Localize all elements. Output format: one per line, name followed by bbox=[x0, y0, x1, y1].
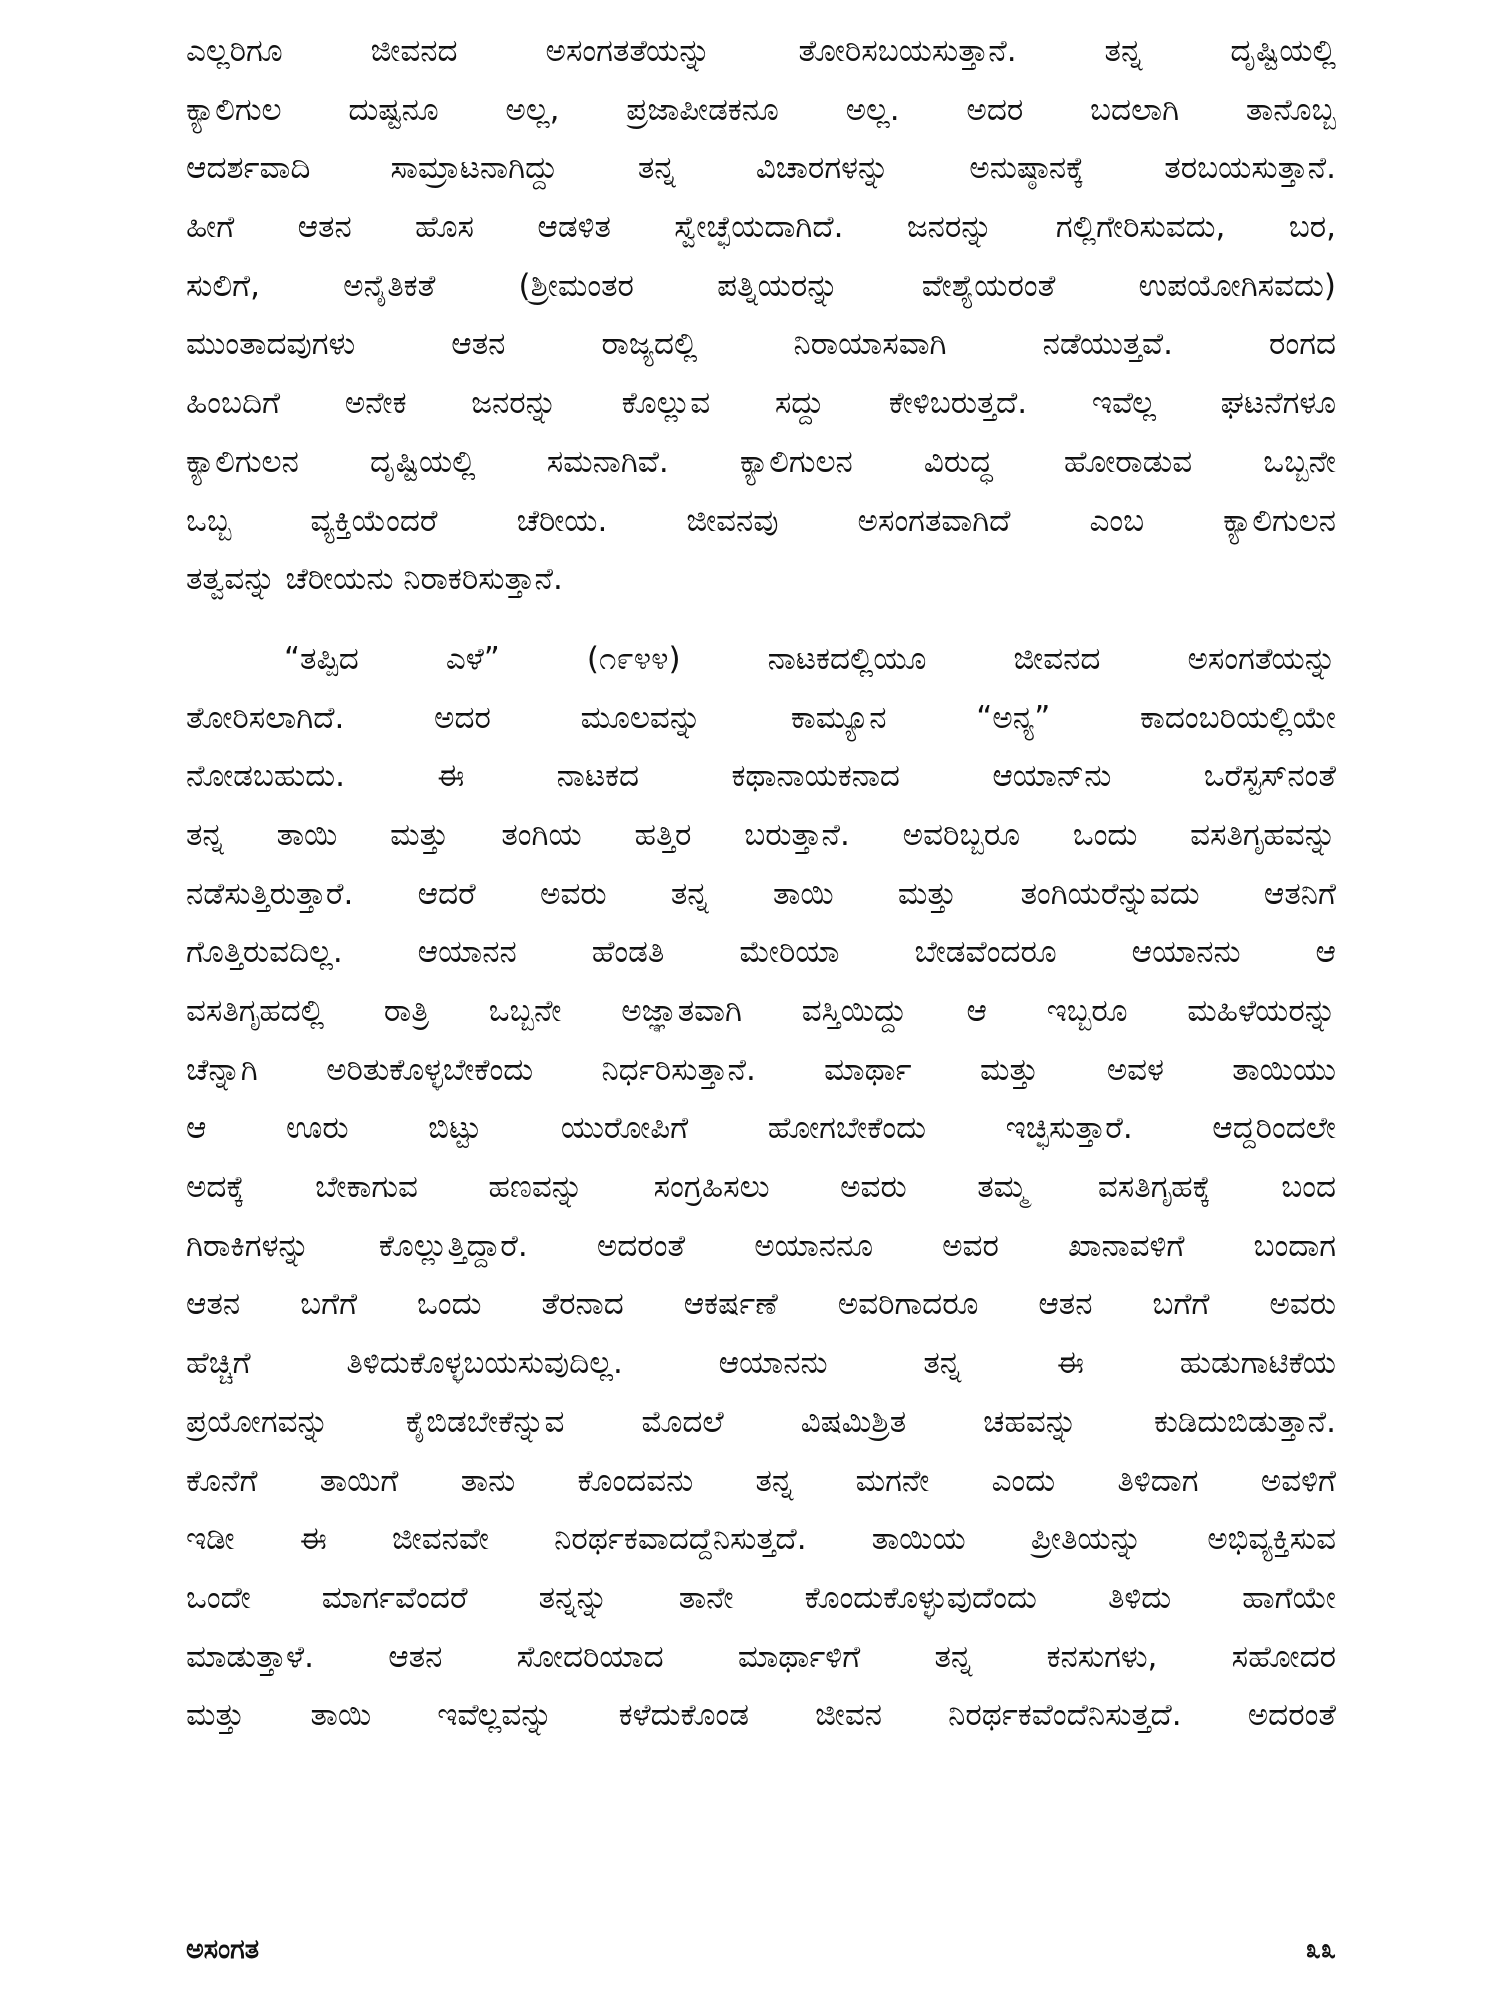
text-line: ನಡೆಸುತ್ತಿರುತ್ತಾರೆ. ಆದರೆ ಅವರು ತನ್ನ ತಾಯಿ ಮತ್ತು ತಂಗಿಯರೆನ್ನುವದು ಆತನಿಗೆ bbox=[186, 875, 1336, 912]
text-line: ಎಲ್ಲರಿಗೂ ಜೀವನದ ಅಸಂಗತತೆಯನ್ನು ತೋರಿಸಬಯಸುತ್ತಾನೆ. ತನ್ನ ದೃಷ್ಟಿಯಲ್ಲಿ bbox=[186, 33, 1336, 69]
page-footer bbox=[186, 1934, 1336, 1974]
text-line: ವಸತಿಗೃಹದಲ್ಲಿ ರಾತ್ರಿ ಒಬ್ಬನೇ ಅಜ್ಞಾತವಾಗಿ ವಸ್ತಿಯಿದ್ದು ಆ ಇಬ್ಬರೂ ಮಹಿಳೆಯರನ್ನು bbox=[186, 993, 1336, 1029]
text-line: ಕ್ಯಾಲಿಗುಲನ ದೃಷ್ಟಿಯಲ್ಲಿ ಸಮನಾಗಿವೆ. ಕ್ಯಾಲಿಗುಲನ ವಿರುದ್ಧ ಹೋರಾಡುವ ಒಬ್ಬನೇ bbox=[186, 443, 1336, 480]
text-line: ಹೆಚ್ಚಿಗೆ ತಿಳಿದುಕೊಳ್ಳಬಯಸುವುದಿಲ್ಲ. ಆಯಾನನು ತನ್ನ ಈ ಹುಡುಗಾಟಿಕೆಯ bbox=[186, 1345, 1336, 1382]
text-line: ಕ್ಯಾಲಿಗುಲ ದುಷ್ಟನೂ ಅಲ್ಲ, ಪ್ರಜಾಪೀಡಕನೂ ಅಲ್ಲ. ಅದರ ಬದಲಾಗಿ ತಾನೊಬ್ಬ bbox=[186, 91, 1336, 128]
text-line: ಆದರ್ಶವಾದಿ ಸಾಮ್ರಾಟನಾಗಿದ್ದು ತನ್ನ ವಿಚಾರಗಳನ್ನು ಅನುಷ್ಠಾನಕ್ಕೆ ತರಬಯಸುತ್ತಾನೆ. bbox=[186, 150, 1336, 187]
text-line: ಮಾಡುತ್ತಾಳೆ. ಆತನ ಸೋದರಿಯಾದ ಮಾರ್ಥಾಳಿಗೆ ತನ್ನ ಕನಸುಗಳು, ಸಹೋದರ bbox=[186, 1638, 1336, 1675]
text-line: ಸುಲಿಗೆ, ಅನೈತಿಕತೆ (ಶ್ರೀಮಂತರ ಪತ್ನಿಯರನ್ನು ವೇಶ್ಯೆಯರಂತೆ ಉಪಯೋಗಿಸವದು) bbox=[186, 267, 1336, 304]
text-line: ಹೀಗೆ ಆತನ ಹೊಸ ಆಡಳಿತ ಸ್ವೇಚ್ಛೆಯದಾಗಿದೆ. ಜನರನ್ನು ಗಲ್ಲಿಗೇರಿಸುವದು, ಬರ, bbox=[186, 209, 1336, 246]
paragraph-2 bbox=[186, 630, 1336, 1745]
running-title: ಅಸಂಗತ bbox=[186, 1934, 260, 1965]
text-line: ನೋಡಬಹುದು. ಈ ನಾಟಕದ ಕಥಾನಾಯಕನಾದ ಆಯಾನ್‌ನು ಒರೆಸ್ಟಸ್‌ನಂತೆ bbox=[186, 758, 1336, 795]
text-line: ಗೊತ್ತಿರುವದಿಲ್ಲ. ಆಯಾನನ ಹೆಂಡತಿ ಮೇರಿಯಾ ಬೇಡವೆಂದರೂ ಆಯಾನನು ಆ bbox=[186, 934, 1336, 971]
text-line: ಚೆನ್ನಾಗಿ ಅರಿತುಕೊಳ್ಳಬೇಕೆಂದು ನಿರ್ಧರಿಸುತ್ತಾನೆ. ಮಾರ್ಥಾ ಮತ್ತು ಅವಳ ತಾಯಿಯು bbox=[186, 1051, 1336, 1088]
text-line: ಇಡೀ ಈ ಜೀವನವೇ ನಿರರ್ಥಕವಾದದ್ದೆನಿಸುತ್ತದೆ. ತಾಯಿಯ ಪ್ರೀತಿಯನ್ನು ಅಭಿವ್ಯಕ್ತಿಸುವ bbox=[186, 1521, 1336, 1558]
page-body bbox=[186, 22, 1336, 1745]
text-line: ತನ್ನ ತಾಯಿ ಮತ್ತು ತಂಗಿಯ ಹತ್ತಿರ ಬರುತ್ತಾನೆ. ಅವರಿಬ್ಬರೂ ಒಂದು ವಸತಿಗೃಹವನ್ನು bbox=[186, 816, 1336, 853]
text-line: ತೋರಿಸಲಾಗಿದೆ. ಅದರ ಮೂಲವನ್ನು ಕಾಮ್ಯೂನ “ಅನ್ಯ” ಕಾದಂಬರಿಯಲ್ಲಿಯೇ bbox=[186, 699, 1336, 736]
text-line: ಅದಕ್ಕೆ ಬೇಕಾಗುವ ಹಣವನ್ನು ಸಂಗ್ರಹಿಸಲು ಅವರು ತಮ್ಮ ವಸತಿಗೃಹಕ್ಕೆ ಬಂದ bbox=[186, 1169, 1336, 1206]
text-line: ಒಂದೇ ಮಾರ್ಗವೆಂದರೆ ತನ್ನನ್ನು ತಾನೇ ಕೊಂದುಕೊಳ್ಳುವುದೆಂದು ತಿಳಿದು ಹಾಗೆಯೇ bbox=[186, 1579, 1336, 1616]
text-line: ಒಬ್ಬ ವ್ಯಕ್ತಿಯೆಂದರೆ ಚೆರೀಯ. ಜೀವನವು ಅಸಂಗತವಾಗಿದೆ ಎಂಬ ಕ್ಯಾಲಿಗುಲನ bbox=[186, 502, 1336, 539]
text-line: ಪ್ರಯೋಗವನ್ನು ಕೈಬಿಡಬೇಕೆನ್ನುವ ಮೊದಲೆ ವಿಷಮಿಶ್ರಿತ ಚಹವನ್ನು ಕುಡಿದುಬಿಡುತ್ತಾನೆ. bbox=[186, 1403, 1336, 1440]
page-number: ೩೩ bbox=[1305, 1934, 1336, 1965]
text-line: ಹಿಂಬದಿಗೆ ಅನೇಕ ಜನರನ್ನು ಕೊಲ್ಲುವ ಸದ್ದು ಕೇಳಿಬರುತ್ತದೆ. ಇವೆಲ್ಲ ಘಟನೆಗಳೂ bbox=[186, 385, 1336, 422]
paragraph-spacer bbox=[186, 609, 1336, 630]
text-line: ಆ ಊರು ಬಿಟ್ಟು ಯುರೋಪಿಗೆ ಹೋಗಬೇಕೆಂದು ಇಚ್ಛಿಸುತ್ತಾರೆ. ಆದ್ದರಿಂದಲೇ bbox=[186, 1110, 1336, 1147]
text-line: ಗಿರಾಕಿಗಳನ್ನು ಕೊಲ್ಲುತ್ತಿದ್ದಾರೆ. ಅದರಂತೆ ಅಯಾನನೂ ಅವರ ಖಾನಾವಳಿಗೆ ಬಂದಾಗ bbox=[186, 1227, 1336, 1264]
text-line: ಆತನ ಬಗೆಗೆ ಒಂದು ತೆರನಾದ ಆಕರ್ಷಣೆ ಅವರಿಗಾದರೂ ಆತನ ಬಗೆಗೆ ಅವರು bbox=[186, 1286, 1336, 1323]
paragraph-1 bbox=[186, 22, 1336, 609]
text-line: ತತ್ವವನ್ನು ಚೆರೀಯನು ನಿರಾಕರಿಸುತ್ತಾನೆ. bbox=[186, 561, 563, 598]
text-line: ಮತ್ತು ತಾಯಿ ಇವೆಲ್ಲವನ್ನು ಕಳೆದುಕೊಂಡ ಜೀವನ ನಿರರ್ಥಕವೆಂದೆನಿಸುತ್ತದೆ. ಅದರಂತೆ bbox=[186, 1697, 1336, 1734]
text-line: ಕೊನೆಗೆ ತಾಯಿಗೆ ತಾನು ಕೊಂದವನು ತನ್ನ ಮಗನೇ ಎಂದು ತಿಳಿದಾಗ ಅವಳಿಗೆ bbox=[186, 1462, 1336, 1499]
text-line: ಮುಂತಾದವುಗಳು ಆತನ ರಾಜ್ಯದಲ್ಲಿ ನಿರಾಯಾಸವಾಗಿ ನಡೆಯುತ್ತವೆ. ರಂಗದ bbox=[186, 326, 1336, 363]
text-line: “ತಪ್ಪಿದ ಎಳೆ” (೧೯೪೪) ನಾಟಕದಲ್ಲಿಯೂ ಜೀವನದ ಅಸಂಗತೆಯನ್ನು bbox=[284, 640, 1336, 677]
